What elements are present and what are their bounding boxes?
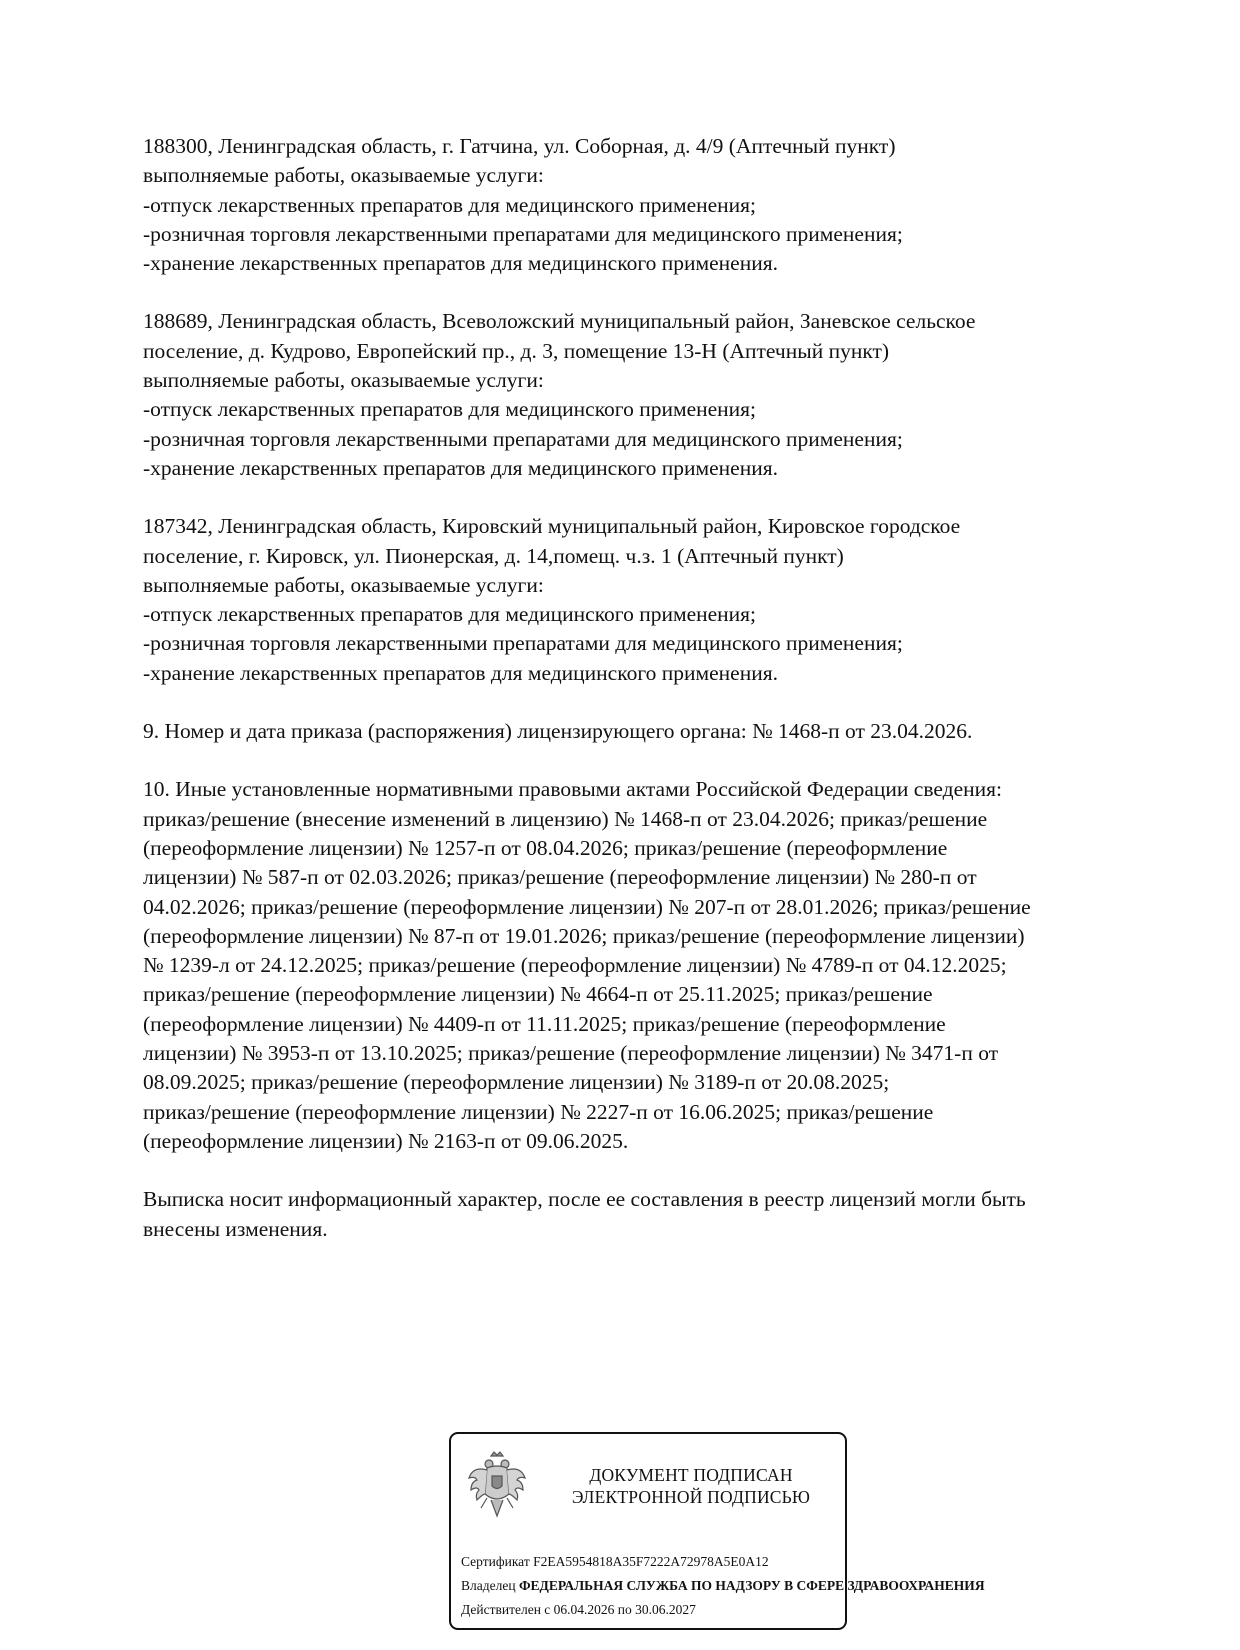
electronic-signature-stamp [449, 1432, 985, 1630]
order-number-text: 9. Номер и дата приказа (распоряжения) лицензирующего органа: № 1468-п от 23.04.2026. [143, 719, 973, 744]
stamp-details [461, 1550, 985, 1622]
address-block-2 [143, 307, 1143, 483]
other-info-line: (переоформление лицензии) № 1257-п от 08.04.2026; приказ/решение (переоформление [143, 835, 948, 860]
owner-value: ФЕДЕРАЛЬНАЯ СЛУЖБА ПО НАДЗОРУ В СФЕРЕ ЗДРАВООХРАНЕНИЯ [518, 1578, 985, 1593]
other-info-line: (переоформление лицензии) № 87-п от 19.01.2026; приказ/решение (переоформление лицензии) [143, 923, 1025, 948]
service-item: -розничная торговля лекарственными препаратами для медицинского применения; [143, 221, 903, 246]
service-item: -розничная торговля лекарственными препаратами для медицинского применения; [143, 426, 903, 451]
stamp-title-line1: ДОКУМЕНТ ПОДПИСАН [589, 1465, 793, 1485]
service-item: -хранение лекарственных препаратов для медицинского применения. [143, 455, 778, 480]
certificate-row [461, 1550, 985, 1574]
other-info-line: 04.02.2026; приказ/решение (переоформление лицензии) № 207-п от 28.01.2026; приказ/решение [143, 894, 1031, 919]
other-info-line: 10. Иные установленные нормативными правовыми актами Российской Федерации сведения: [143, 777, 1002, 802]
other-info-line: лицензии) № 587-п от 02.03.2026; приказ/решение (переоформление лицензии) № 280-п от [143, 865, 977, 890]
address-line: 187342, Ленинградская область, Кировский муниципальный район, Кировское городское [143, 514, 961, 539]
document-page [143, 132, 1143, 1273]
stamp-title [541, 1464, 841, 1508]
address-block-1 [143, 132, 1143, 278]
service-item: -розничная торговля лекарственными препаратами для медицинского применения; [143, 631, 903, 656]
services-heading: выполняемые работы, оказываемые услуги: [143, 572, 544, 597]
address-block-3 [143, 512, 1143, 688]
address-line: поселение, г. Кировск, ул. Пионерская, д. 14,помещ. ч.з. 1 (Аптечный пункт) [143, 543, 844, 568]
coat-of-arms-icon [465, 1450, 529, 1522]
other-info-line: приказ/решение (внесение изменений в лицензию) № 1468-п от 23.04.2026; приказ/решение [143, 806, 988, 831]
address-line: 188300, Ленинградская область, г. Гатчина, ул. Соборная, д. 4/9 (Аптечный пункт) [143, 134, 896, 158]
disclaimer-line: внесены изменения. [143, 1216, 328, 1241]
service-item: -отпуск лекарственных препаратов для медицинского применения; [143, 397, 757, 422]
other-info-line: 08.09.2025; приказ/решение (переоформление лицензии) № 3189-п от 20.08.2025; [143, 1070, 890, 1095]
other-info-line: № 1239-л от 24.12.2025; приказ/решение (переоформление лицензии) № 4789-п от 04.12.2025; [143, 953, 1007, 978]
service-item: -отпуск лекарственных препаратов для медицинского применения; [143, 192, 757, 217]
address-line: поселение, д. Кудрово, Европейский пр., д. 3, помещение 13-Н (Аптечный пункт) [143, 338, 890, 363]
owner-row [461, 1574, 985, 1598]
address-line: 188689, Ленинградская область, Всеволожский муниципальный район, Заневское сельское [143, 309, 976, 334]
services-heading: выполняемые работы, оказываемые услуги: [143, 368, 544, 393]
other-info-section [143, 775, 1143, 1156]
other-info-line: (переоформление лицензии) № 2163-п от 09.06.2025. [143, 1128, 629, 1153]
other-info-line: лицензии) № 3953-п от 13.10.2025; приказ/решение (переоформление лицензии) № 3471-п от [143, 1041, 999, 1066]
stamp-title-line2: ЭЛЕКТРОННОЙ ПОДПИСЬЮ [571, 1487, 811, 1507]
order-number-section [143, 717, 1143, 746]
certificate-value: F2EA5954818A35F7222A72978A5E0A12 [533, 1554, 769, 1569]
other-info-line: (переоформление лицензии) № 4409-п от 11.11.2025; приказ/решение (переоформление [143, 1011, 946, 1036]
services-heading: выполняемые работы, оказываемые услуги: [143, 163, 544, 188]
owner-label: Владелец [461, 1578, 516, 1593]
disclaimer [143, 1185, 1143, 1244]
other-info-line: приказ/решение (переоформление лицензии) № 4664-п от 25.11.2025; приказ/решение [143, 982, 933, 1007]
other-info-line: приказ/решение (переоформление лицензии) № 2227-п от 16.06.2025; приказ/решение [143, 1099, 934, 1124]
service-item: -хранение лекарственных препаратов для медицинского применения. [143, 660, 778, 685]
disclaimer-line: Выписка носит информационный характер, после ее составления в реестр лицензий могли быть [143, 1187, 1026, 1212]
validity-row: Действителен с 06.04.2026 по 30.06.2027 [461, 1602, 696, 1617]
service-item: -хранение лекарственных препаратов для медицинского применения. [143, 251, 778, 276]
service-item: -отпуск лекарственных препаратов для медицинского применения; [143, 602, 757, 627]
certificate-label: Сертификат [461, 1554, 530, 1569]
